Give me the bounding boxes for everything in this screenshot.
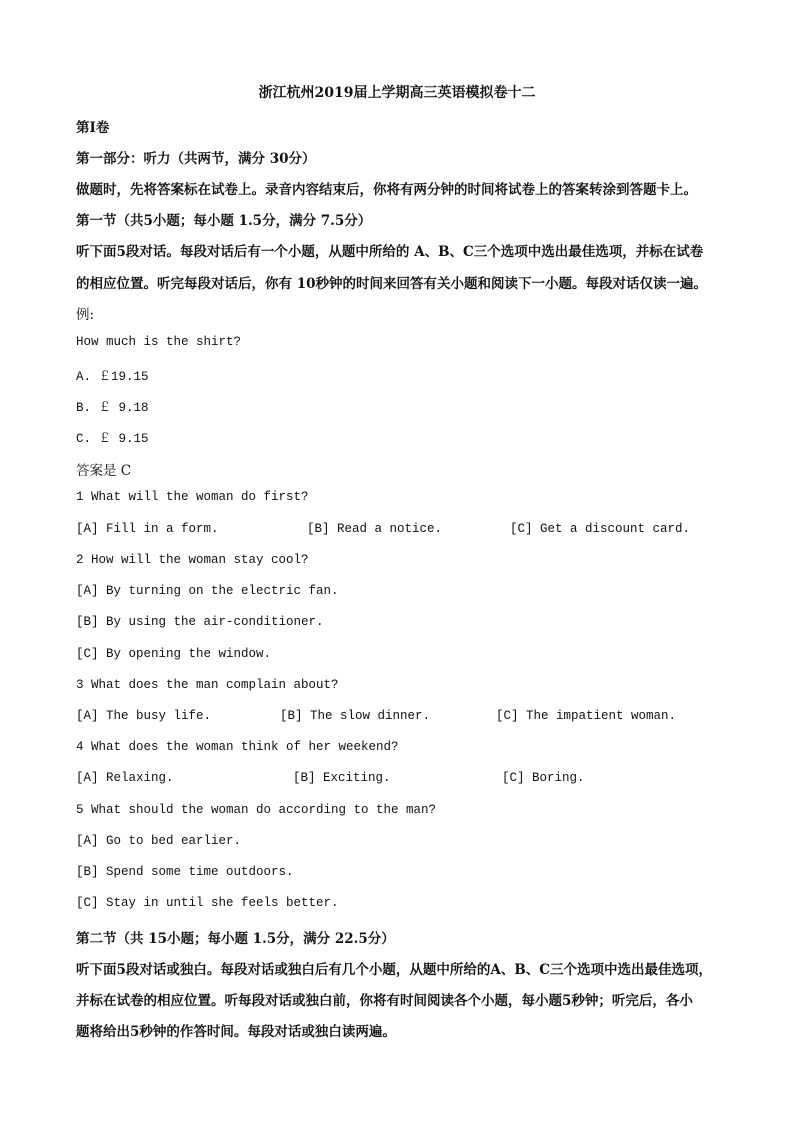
question-5: 5 What should the woman do according to the man? — [76, 803, 437, 817]
q1-option-c: [C] Get a discount card. — [510, 522, 691, 536]
q4-option-b: [B] Exciting. — [293, 771, 391, 785]
section1-heading: 第一节（共5小题；每小题 1.5分，满分 7.5分） — [76, 213, 372, 229]
example-option-b: B. ￡ 9.18 — [76, 401, 149, 415]
volume-heading: 第Ⅰ卷 — [76, 120, 110, 136]
example-label: 例: — [76, 307, 95, 323]
q1-option-a: [A] Fill in a form. — [76, 522, 219, 536]
question-3: 3 What does the man complain about? — [76, 678, 339, 692]
q2-option-a: [A] By turning on the electric fan. — [76, 584, 339, 598]
section2-desc-line3: 题将给出5秒钟的作答时间。每段对话或独白读两遍。 — [76, 1024, 396, 1040]
q1-option-b: [B] Read a notice. — [307, 522, 443, 536]
instruction-text: 做题时，先将答案标在试卷上。录音内容结束后，你将有两分钟的时间将试卷上的答案转涂到答题卡上。 — [76, 182, 697, 198]
question-2: 2 How will the woman stay cool? — [76, 553, 309, 567]
q3-option-c: [C] The impatient woman. — [496, 709, 677, 723]
q5-option-c: [C] Stay in until she feels better. — [76, 896, 339, 910]
example-option-c: C. ￡ 9.15 — [76, 432, 149, 446]
example-question: How much is the shirt? — [76, 335, 242, 349]
q4-option-a: [A] Relaxing. — [76, 771, 174, 785]
section1-desc-line1: 听下面5段对话。每段对话后有一个小题，从题中所给的 A、B、C三个选项中选出最佳选项，并标在试卷 — [76, 244, 704, 260]
section2-heading: 第二节（共 15小题；每小题 1.5分，满分 22.5分） — [76, 931, 395, 947]
q4-option-c: [C] Boring. — [502, 771, 585, 785]
part1-heading: 第一部分：听力（共两节，满分 30分） — [76, 151, 316, 167]
q2-option-c: [C] By opening the window. — [76, 647, 272, 661]
question-1: 1 What will the woman do first? — [76, 490, 309, 504]
section2-desc-line1: 听下面5段对话或独白。每段对话或独白后有几个小题，从题中所给的A、B、C三个选项中选出最佳选项， — [76, 962, 713, 978]
q5-option-a: [A] Go to bed earlier. — [76, 834, 242, 848]
q3-option-a: [A] The busy life. — [76, 709, 212, 723]
section1-desc-line2: 的相应位置。听完每段对话后，你有 10秒钟的时间来回答有关小题和阅读下一小题。每段对话仅读一遍。 — [76, 276, 707, 292]
q2-option-b: [B] By using the air-conditioner. — [76, 615, 324, 629]
example-answer: 答案是 C — [76, 463, 132, 479]
example-option-a: A. ￡19.15 — [76, 370, 149, 384]
question-4: 4 What does the woman think of her weekend? — [76, 740, 399, 754]
q5-option-b: [B] Spend some time outdoors. — [76, 865, 294, 879]
page-title: 浙江杭州2019届上学期高三英语模拟卷十二 — [258, 85, 536, 101]
section2-desc-line2: 并标在试卷的相应位置。听每段对话或独白前，你将有时间阅读各个小题，每小题5秒钟；听完后，各小 — [76, 993, 693, 1009]
q3-option-b: [B] The slow dinner. — [280, 709, 431, 723]
